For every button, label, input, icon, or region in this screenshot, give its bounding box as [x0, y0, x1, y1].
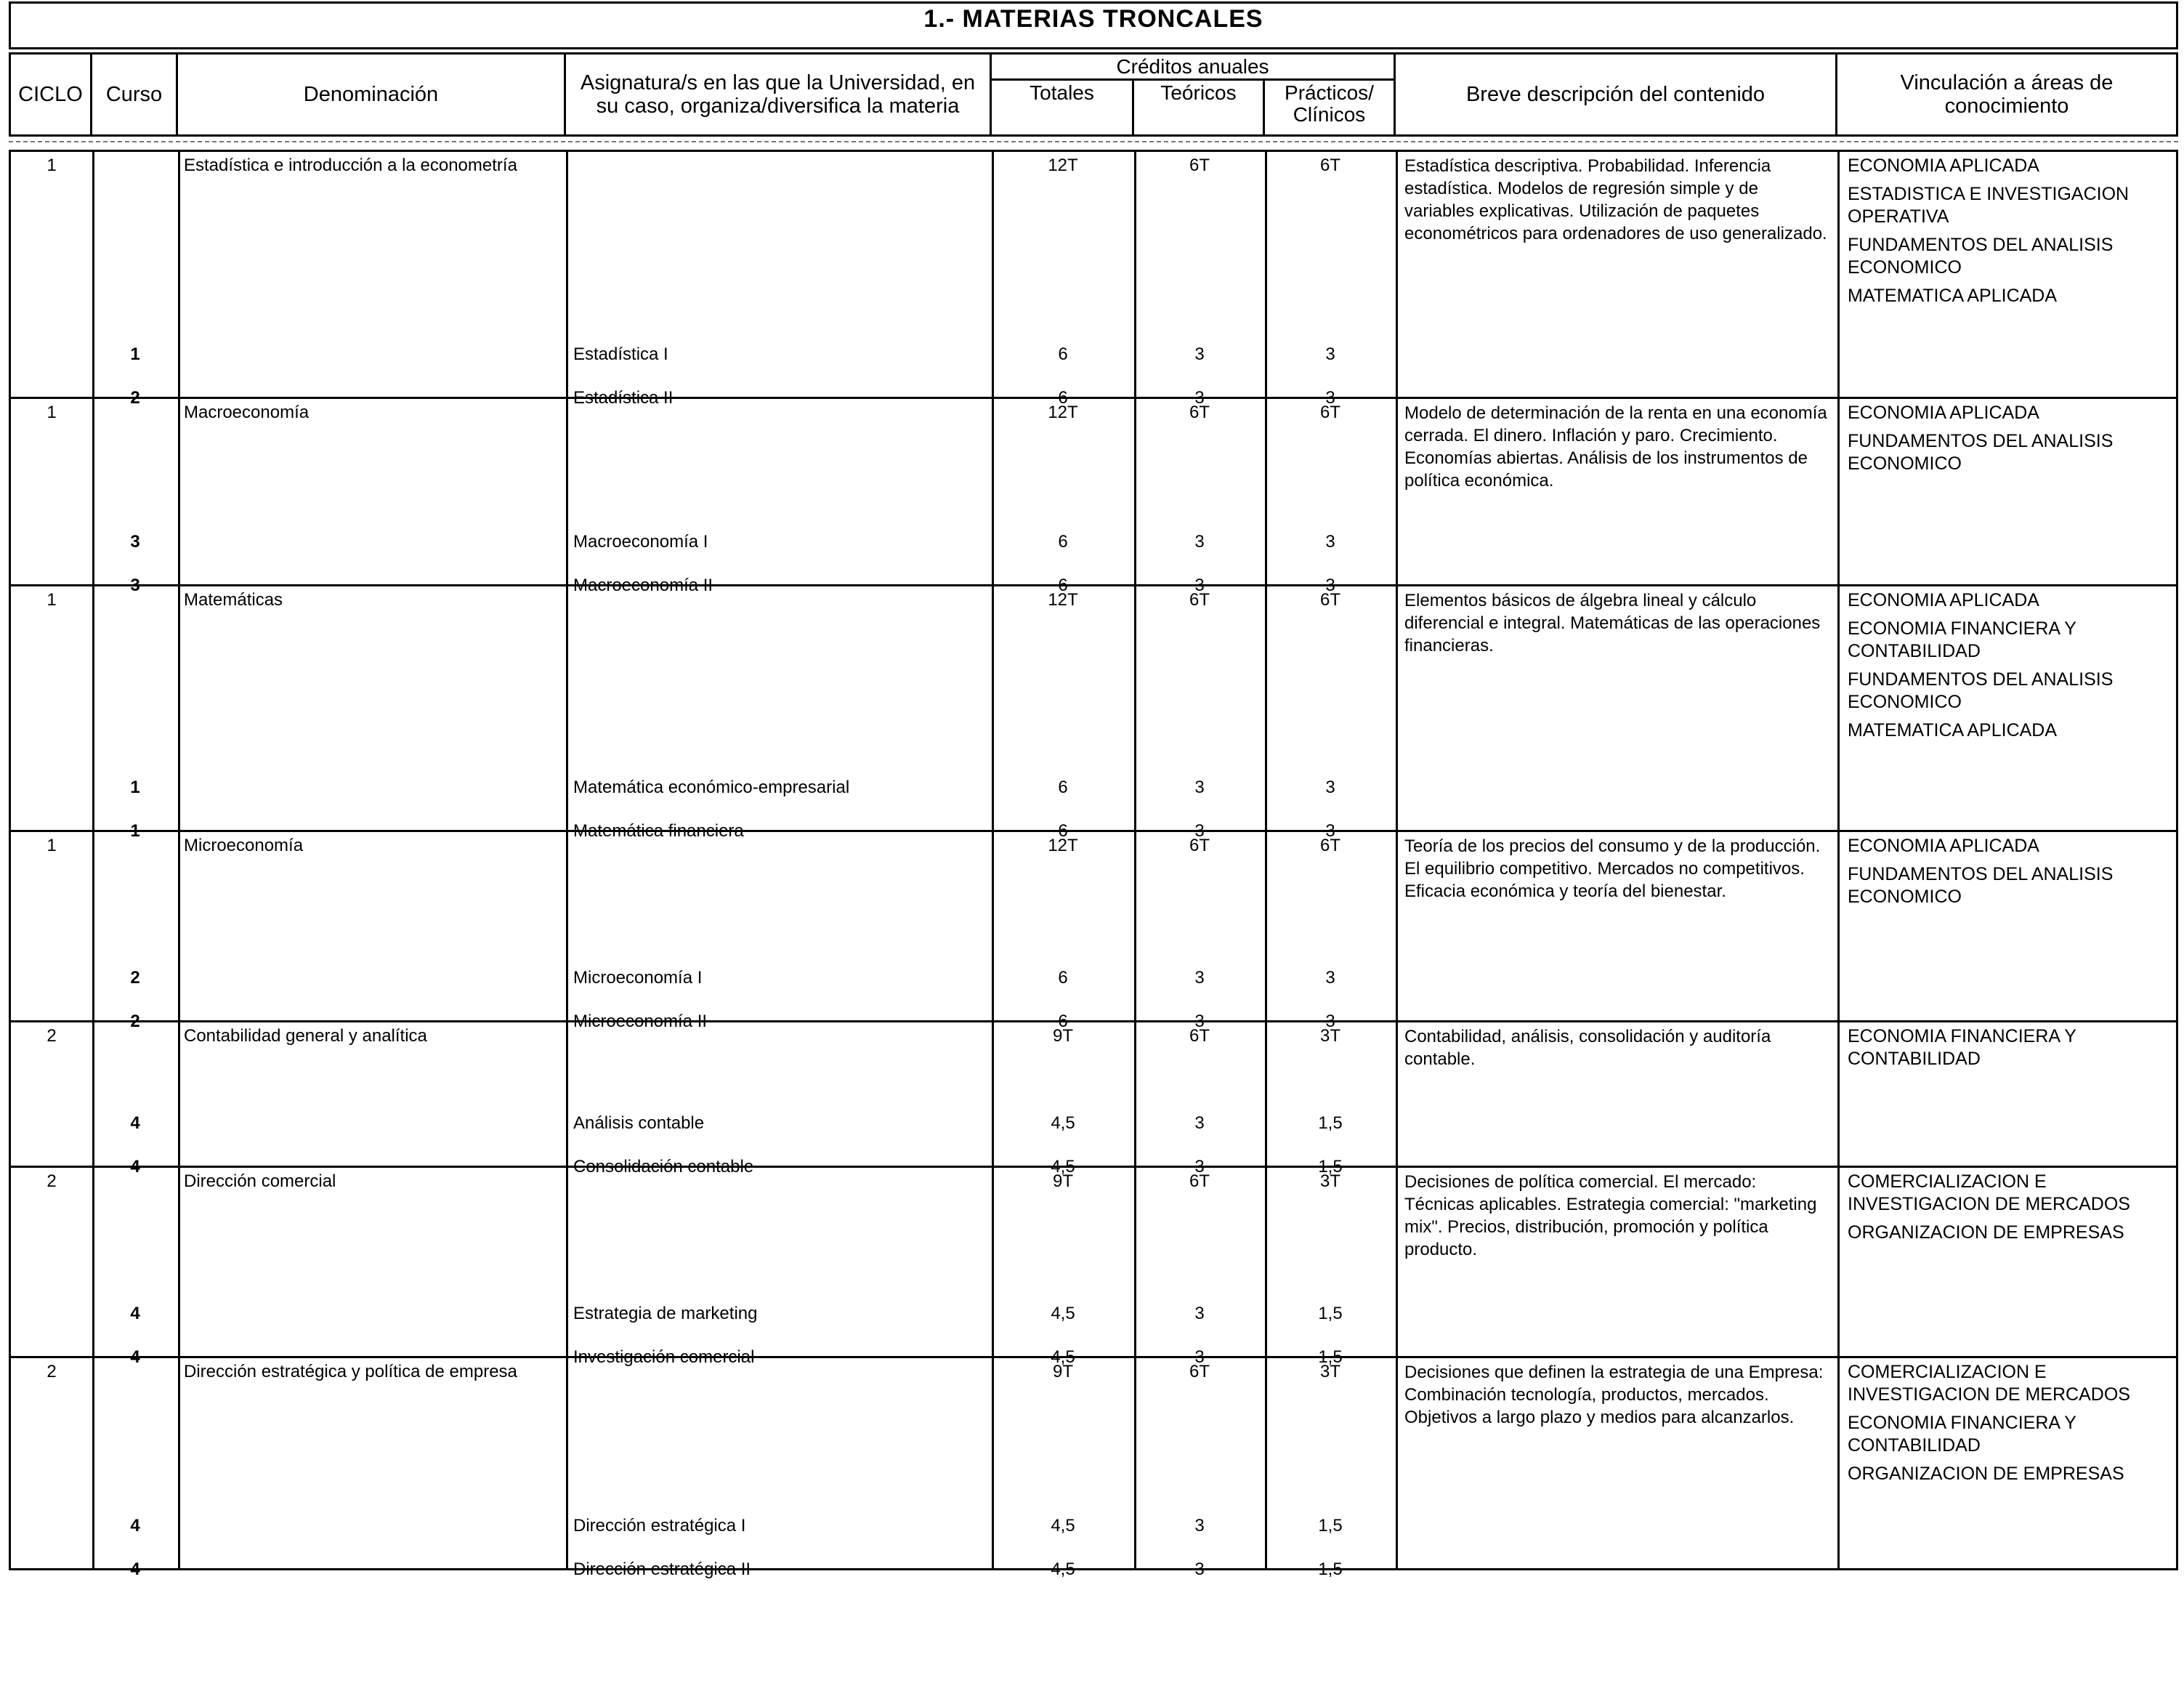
header-vinculacion: Vinculación a áreas de conocimiento — [1900, 71, 2114, 118]
asignatura-teoricos: 3 — [1194, 968, 1205, 988]
column-divider — [566, 586, 568, 830]
column-divider — [992, 1168, 994, 1356]
materia-block — [11, 1020, 2176, 1177]
asignatura-practicos: 1,5 — [1318, 1347, 1343, 1367]
teoricos-value: 6T — [1189, 1171, 1210, 1191]
ciclo-value: 1 — [46, 156, 57, 175]
asignatura-name: Dirección estratégica II — [573, 1559, 751, 1579]
areas-list — [1848, 589, 2169, 748]
column-divider — [178, 152, 180, 397]
descripcion-value: Decisiones que definen la estrategia de una Empresa: Combinación tecnología, productos, mercados. Objetivos a largo plazo y medios para alcanzarlos. — [1404, 1363, 1824, 1427]
asignatura-teoricos: 3 — [1194, 1559, 1205, 1579]
ciclo-value: 2 — [46, 1026, 57, 1046]
denominacion-value: Microeconomía — [184, 836, 304, 855]
separator-line — [9, 141, 2178, 142]
denominacion-value: Estadística e introducción a la econometría — [184, 156, 517, 175]
area-item: ESTADISTICA E INVESTIGACION OPERATIVA — [1848, 184, 2130, 227]
asignatura-name: Estrategia de marketing — [573, 1304, 758, 1323]
asignatura-name: Macroeconomía I — [573, 532, 708, 552]
teoricos-value: 6T — [1189, 1026, 1210, 1046]
header-descripcion: Breve descripción del contenido — [1396, 55, 1837, 134]
column-divider — [992, 832, 994, 1020]
practicos-value: 6T — [1319, 590, 1340, 610]
curso-value: 1 — [130, 344, 140, 364]
column-divider — [92, 1168, 94, 1356]
header-creditos: Créditos anuales — [992, 55, 1394, 81]
column-divider — [566, 1168, 568, 1356]
ciclo-value: 1 — [46, 403, 57, 422]
ciclo-value: 2 — [46, 1171, 57, 1191]
column-divider — [1396, 1168, 1398, 1356]
area-item: ECONOMIA APLICADA — [1848, 156, 2039, 176]
area-item: ECONOMIA FINANCIERA Y CONTABILIDAD — [1848, 1413, 2076, 1456]
curso-value: 4 — [130, 1157, 140, 1177]
areas-list — [1848, 402, 2169, 481]
asignatura-totales: 4,5 — [1051, 1516, 1075, 1535]
asignatura-teoricos: 3 — [1194, 1012, 1205, 1031]
asignatura-practicos: 3 — [1325, 388, 1335, 408]
column-divider — [1396, 1358, 1398, 1568]
asignatura-teoricos: 3 — [1194, 344, 1205, 364]
totales-value: 9T — [1052, 1171, 1073, 1191]
materia-block — [11, 150, 2176, 408]
column-divider — [566, 1358, 568, 1568]
asignatura-totales: 4,5 — [1051, 1559, 1075, 1579]
column-divider — [1837, 832, 1840, 1020]
teoricos-value: 6T — [1189, 403, 1210, 422]
denominacion-value: Matemáticas — [184, 590, 283, 610]
asignatura-name: Microeconomía I — [573, 968, 703, 988]
asignatura-practicos: 3 — [1325, 532, 1335, 552]
asignatura-teoricos: 3 — [1194, 778, 1205, 797]
teoricos-value: 6T — [1189, 1362, 1210, 1381]
materias-table — [9, 150, 2178, 1579]
asignatura-teoricos: 3 — [1194, 388, 1205, 408]
materia-block — [11, 397, 2176, 595]
asignatura-teoricos: 3 — [1194, 1304, 1205, 1323]
asignatura-name: Matemática financiera — [573, 821, 744, 841]
asignatura-name: Macroeconomía II — [573, 576, 713, 595]
curso-value: 1 — [130, 778, 140, 797]
asignatura-name: Dirección estratégica I — [573, 1516, 746, 1535]
asignatura-practicos: 1,5 — [1318, 1516, 1343, 1535]
asignatura-teoricos: 3 — [1194, 1347, 1205, 1367]
practicos-value: 3T — [1319, 1026, 1340, 1046]
descripcion-value: Elementos básicos de álgebra lineal y cálculo diferencial e integral. Matemáticas de las operaciones financieras. — [1404, 591, 1821, 655]
area-item: ECONOMIA FINANCIERA Y CONTABILIDAD — [1848, 1026, 2076, 1069]
totales-value: 12T — [1048, 156, 1078, 175]
descripcion-value: Decisiones de política comercial. El mercado: Técnicas aplicables. Estrategia comercial: "marketing mix". Precios, distribución, promoción y política producto. — [1404, 1172, 1817, 1259]
column-divider — [178, 1022, 180, 1166]
header-teoricos: Teóricos — [1134, 81, 1265, 134]
asignatura-practicos: 1,5 — [1318, 1304, 1343, 1323]
asignatura-name: Estadística II — [573, 388, 674, 408]
column-divider — [1265, 1168, 1267, 1356]
area-item: ORGANIZACION DE EMPRESAS — [1848, 1222, 2124, 1243]
totales-value: 12T — [1048, 590, 1078, 610]
column-divider — [1396, 832, 1398, 1020]
asignatura-totales: 4,5 — [1051, 1157, 1075, 1177]
area-item: COMERCIALIZACION E INVESTIGACION DE MERCADOS — [1848, 1171, 2130, 1214]
curso-value: 1 — [130, 821, 140, 841]
descripcion-value: Modelo de determinación de la renta en una economía cerrada. El dinero. Inflación y paro. Crecimiento. Economías abiertas. Análisis de los instrumentos de política económica. — [1404, 403, 1827, 491]
column-divider — [1265, 832, 1267, 1020]
document-sheet — [9, 1, 2178, 1579]
column-divider — [92, 1022, 94, 1166]
area-item: MATEMATICA APLICADA — [1848, 720, 2058, 740]
areas-list — [1848, 1361, 2169, 1491]
totales-value: 12T — [1048, 403, 1078, 422]
curso-value: 3 — [130, 576, 140, 595]
area-item: FUNDAMENTOS DEL ANALISIS ECONOMICO — [1848, 669, 2114, 712]
asignatura-totales: 4,5 — [1051, 1304, 1075, 1323]
column-divider — [1837, 1358, 1840, 1568]
curso-value: 4 — [130, 1113, 140, 1133]
asignatura-totales: 4,5 — [1051, 1113, 1075, 1133]
asignatura-name: Estadística I — [573, 344, 668, 364]
column-divider — [178, 1358, 180, 1568]
header-creditos-group — [992, 55, 1396, 134]
curso-value: 3 — [130, 532, 140, 552]
column-divider — [1134, 399, 1136, 584]
asignatura-practicos: 3 — [1325, 1012, 1335, 1031]
column-divider — [1134, 1168, 1136, 1356]
column-divider — [1396, 152, 1398, 397]
curso-value: 4 — [130, 1304, 140, 1323]
materia-block — [11, 1356, 2176, 1579]
column-divider — [178, 832, 180, 1020]
column-divider — [992, 399, 994, 584]
asignatura-totales: 6 — [1058, 388, 1068, 408]
asignatura-name: Análisis contable — [573, 1113, 705, 1133]
column-divider — [92, 832, 94, 1020]
materia-block — [11, 584, 2176, 841]
column-divider — [1265, 399, 1267, 584]
descripcion-value: Contabilidad, análisis, consolidación y auditoría contable. — [1404, 1027, 1771, 1069]
asignatura-teoricos: 3 — [1194, 821, 1205, 841]
asignatura-teoricos: 3 — [1194, 1516, 1205, 1535]
column-divider — [1396, 1022, 1398, 1166]
teoricos-value: 6T — [1189, 590, 1210, 610]
totales-value: 9T — [1052, 1026, 1073, 1046]
area-item: ECONOMIA APLICADA — [1848, 836, 2039, 856]
curso-value: 2 — [130, 388, 140, 408]
totales-value: 9T — [1052, 1362, 1073, 1381]
curso-value: 4 — [130, 1559, 140, 1579]
column-divider — [92, 399, 94, 584]
document-title: 1.- MATERIAS TRONCALES — [9, 1, 2178, 49]
practicos-value: 3T — [1319, 1362, 1340, 1381]
practicos-value: 6T — [1319, 836, 1340, 855]
practicos-value: 3T — [1319, 1171, 1340, 1191]
column-divider — [1837, 152, 1840, 397]
denominacion-value: Dirección comercial — [184, 1171, 336, 1191]
header-denominacion: Denominación — [178, 55, 566, 134]
column-divider — [178, 586, 180, 830]
practicos-value: 6T — [1319, 156, 1340, 175]
column-divider — [1396, 399, 1398, 584]
asignatura-practicos: 1,5 — [1318, 1113, 1343, 1133]
area-item: FUNDAMENTOS DEL ANALISIS ECONOMICO — [1848, 235, 2114, 278]
column-divider — [1134, 832, 1136, 1020]
column-divider — [1837, 399, 1840, 584]
asignatura-teoricos: 3 — [1194, 1157, 1205, 1177]
header-asignatura: Asignatura/s en las que la Universidad, en su caso, organiza/diversifica la materia — [566, 55, 992, 134]
area-item: FUNDAMENTOS DEL ANALISIS ECONOMICO — [1848, 431, 2114, 474]
column-divider — [178, 1168, 180, 1356]
area-item: MATEMATICA APLICADA — [1848, 286, 2058, 306]
asignatura-name: Consolidación contable — [573, 1157, 754, 1177]
asignatura-name: Investigación comercial — [573, 1347, 755, 1367]
curso-value: 2 — [130, 1012, 140, 1031]
teoricos-value: 6T — [1189, 156, 1210, 175]
header-curso: Curso — [92, 55, 178, 134]
header-practicos: Prácticos/ Clínicos — [1285, 81, 1374, 126]
asignatura-totales: 6 — [1058, 576, 1068, 595]
area-item: COMERCIALIZACION E INVESTIGACION DE MERCADOS — [1848, 1362, 2130, 1405]
column-divider — [1396, 586, 1398, 830]
asignatura-practicos: 3 — [1325, 778, 1335, 797]
descripcion-value: Estadística descriptiva. Probabilidad. Inferencia estadística. Modelos de regresión simple y de variables explicativas. Utilización de paquetes econométricos para ordenadores de uso generalizado. — [1404, 156, 1827, 243]
materia-block — [11, 830, 2176, 1031]
practicos-value: 6T — [1319, 403, 1340, 422]
asignatura-totales: 6 — [1058, 1012, 1068, 1031]
areas-list — [1848, 1171, 2169, 1250]
curso-value: 2 — [130, 968, 140, 988]
materia-block — [11, 1166, 2176, 1367]
header-ciclo: CICLO — [11, 55, 92, 134]
descripcion-value: Teoría de los precios del consumo y de la producción. El equilibrio competitivo. Mercados no competitivos. Eficacia económica y teoría del bienestar. — [1404, 836, 1821, 901]
area-item: ECONOMIA APLICADA — [1848, 403, 2039, 423]
column-divider — [1837, 1168, 1840, 1356]
ciclo-value: 2 — [46, 1362, 57, 1381]
asignatura-teoricos: 3 — [1194, 532, 1205, 552]
denominacion-value: Macroeconomía — [184, 403, 310, 422]
asignatura-practicos: 3 — [1325, 344, 1335, 364]
asignatura-teoricos: 3 — [1194, 1113, 1205, 1133]
asignatura-name: Microeconomía II — [573, 1012, 708, 1031]
areas-list — [1848, 835, 2169, 914]
asignatura-totales: 6 — [1058, 821, 1068, 841]
asignatura-practicos: 3 — [1325, 968, 1335, 988]
asignatura-practicos: 3 — [1325, 576, 1335, 595]
column-divider — [1837, 1022, 1840, 1166]
curso-value: 4 — [130, 1516, 140, 1535]
areas-list — [1848, 155, 2169, 313]
table-header — [9, 52, 2178, 137]
denominacion-value: Contabilidad general y analítica — [184, 1026, 427, 1046]
teoricos-value: 6T — [1189, 836, 1210, 855]
column-divider — [1837, 586, 1840, 830]
asignatura-totales: 6 — [1058, 778, 1068, 797]
header-totales: Totales — [992, 81, 1134, 134]
column-divider — [566, 1022, 568, 1166]
asignatura-practicos: 1,5 — [1318, 1157, 1343, 1177]
area-item: FUNDAMENTOS DEL ANALISIS ECONOMICO — [1848, 864, 2114, 907]
asignatura-name: Matemática económico-empresarial — [573, 778, 850, 797]
asignatura-totales: 6 — [1058, 532, 1068, 552]
ciclo-value: 1 — [46, 590, 57, 610]
asignatura-practicos: 3 — [1325, 821, 1335, 841]
asignatura-totales: 6 — [1058, 344, 1068, 364]
asignatura-teoricos: 3 — [1194, 576, 1205, 595]
column-divider — [178, 399, 180, 584]
asignatura-totales: 4,5 — [1051, 1347, 1075, 1367]
ciclo-value: 1 — [46, 836, 57, 855]
areas-list — [1848, 1025, 2169, 1076]
curso-value: 4 — [130, 1347, 140, 1367]
area-item: ECONOMIA FINANCIERA Y CONTABILIDAD — [1848, 618, 2076, 661]
area-item: ORGANIZACION DE EMPRESAS — [1848, 1464, 2124, 1484]
asignatura-totales: 6 — [1058, 968, 1068, 988]
denominacion-value: Dirección estratégica y política de empresa — [184, 1362, 517, 1381]
asignatura-practicos: 1,5 — [1318, 1559, 1343, 1579]
column-divider — [566, 152, 568, 397]
area-item: ECONOMIA APLICADA — [1848, 590, 2039, 610]
column-divider — [566, 399, 568, 584]
totales-value: 12T — [1048, 836, 1078, 855]
column-divider — [566, 832, 568, 1020]
